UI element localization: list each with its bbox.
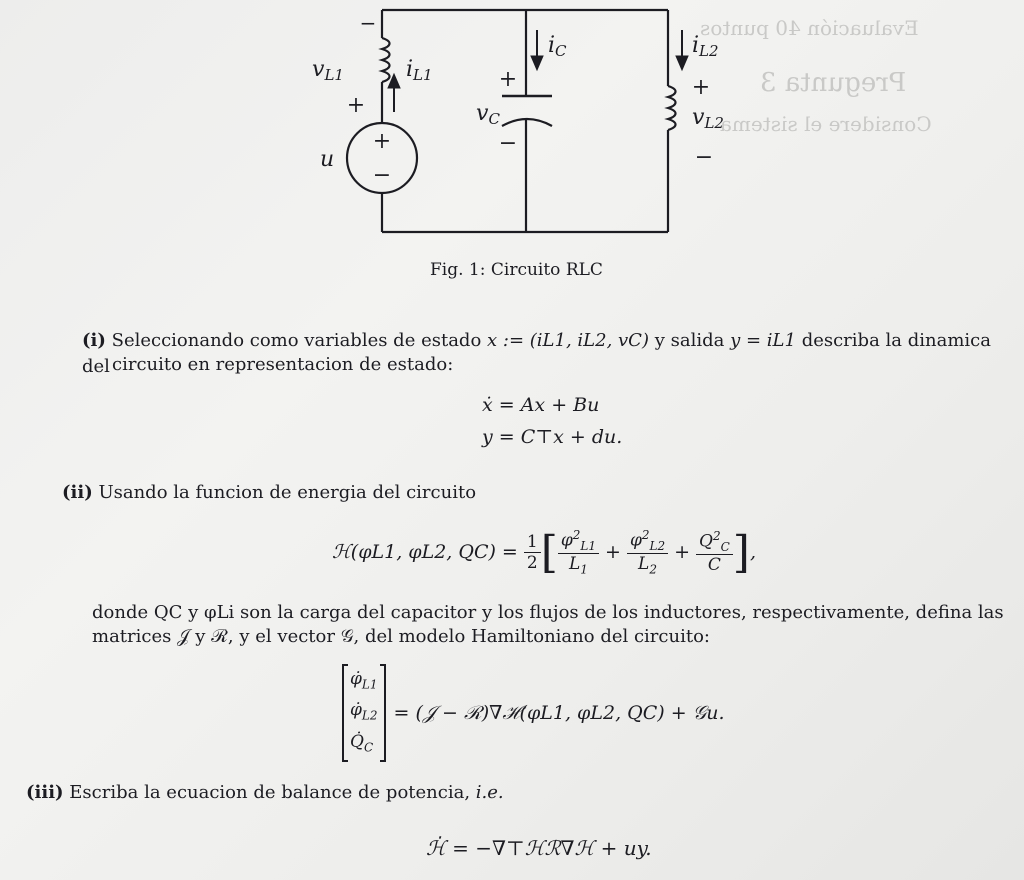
inductor-l1 [382,38,390,82]
bleed-through-line-3: Considere el sistema [720,112,932,136]
item-iii [26,780,504,806]
frac-half: $\frac{1}{2}$ [524,532,541,573]
inductor-l2 [668,86,676,130]
label-ic-sub: C [555,42,567,60]
svg-text:vC: vC [476,101,500,128]
label-il1-sub: L1 [413,66,433,84]
vc-plus: + [498,67,518,92]
svg-text:vL2: vL2 [692,105,724,132]
source-plus: + [372,129,392,154]
vl1-plus: + [346,93,366,118]
vl2-minus: − [694,145,714,170]
frac-phi-l2: $\frac{\varphi^2_{L2}}{L_2}$ [627,528,668,576]
state-derivative-vector: $\varphi̇_{L1}$ $\varphi̇_{L2}$ $Q̇_C$ [342,664,386,762]
item-iii-text-1: Escriba la ecuacion de balance de potencia, [69,782,471,803]
svg-text:iL2: iL2 [692,33,719,60]
item-i-text-4: circuito en representacion de estado: [112,354,454,375]
bleed-through-line-2: Pregunta 3 [760,68,907,98]
vc-minus: − [498,131,518,156]
svg-text:iL1: iL1 [406,57,433,84]
label-vc-sub: C [488,110,500,128]
item-iii-mark: (iii) [26,782,64,803]
energy-lhs: ℋ(φL1, φL2, QC) = [332,541,518,563]
label-u: u [320,147,335,172]
item-ii [62,480,476,506]
item-ii-line-2 [92,600,1017,626]
output-definition: y = iL1 [730,330,796,351]
bleed-through-line-1: Evaluación 40 puntos [700,16,919,40]
item-i-text-1: Seleccionando como variables de estado [111,330,482,351]
item-i-text-3: describa la dinamica del [82,330,991,377]
source-minus: − [372,163,392,188]
vl2-plus: + [691,75,711,100]
vl1-minus: − [359,11,377,35]
label-vl2-sub: L2 [704,114,724,132]
bracket-open: [ [540,526,558,578]
energy-tail: , [749,541,756,563]
item-i-line-2 [112,352,453,378]
frac-phi-l1: $\frac{\varphi^2_{L1}}{L_1}$ [558,528,599,576]
hamilton-rhs: = (𝒥 − ℛ)∇ℋ(φL1, φL2, QC) + 𝒢u. [393,702,725,725]
item-ii-text-1: Usando la funcion de energia del circuito [98,482,477,503]
label-vl1-sub: L1 [324,66,344,84]
label-il2-sub: L2 [699,42,719,60]
svg-text:vL1 [312,57,344,84]
rlc-circuit-diagram [290,0,760,250]
state-equation-2: y = C⊤x + du. [482,426,623,448]
caption-text: Circuito RLC [490,260,603,280]
item-iii-ie: i.e. [475,782,504,803]
figure-caption [430,260,603,280]
power-balance-equation: ℋ̇ = −∇⊤ℋℛ∇ℋ + uy. [426,836,652,860]
item-ii-text-3: matrices 𝒥 y ℛ, y el vector 𝒢, del modelo Hamiltoniano del circuito: [92,626,710,647]
item-ii-text-2: donde QC y φLi son la carga del capacitor y los flujos de los inductores, respectivamente, defina las [92,602,1004,623]
item-ii-mark: (ii) [62,482,93,503]
item-i-text-2: y salida [654,330,725,351]
bracket-close: ] [732,526,750,578]
frac-qc: $\frac{Q^2_C}{C}$ [696,529,733,575]
state-equation-1: ẋ = Ax + Bu [482,394,600,416]
item-i-mark: (i) [82,330,106,351]
caption-label: Fig. 1: [430,260,486,280]
hamiltonian-model-equation [342,664,724,762]
label-vl1-main: v [312,57,325,82]
item-ii-line-3 [92,624,710,650]
state-definition: x := (iL1, iL2, vC) [487,330,649,351]
svg-text:iC: iC [548,33,567,60]
energy-function-equation: ℋ(φL1, φL2, QC) = $\frac{1}{2}$ [ $\frac{\varphi^2_{L1}}{L_1}$ + $\frac{\varphi^2_{L2}}{L_2}$ + $\frac{Q^2_C}{C}$ ] , [332,526,756,578]
